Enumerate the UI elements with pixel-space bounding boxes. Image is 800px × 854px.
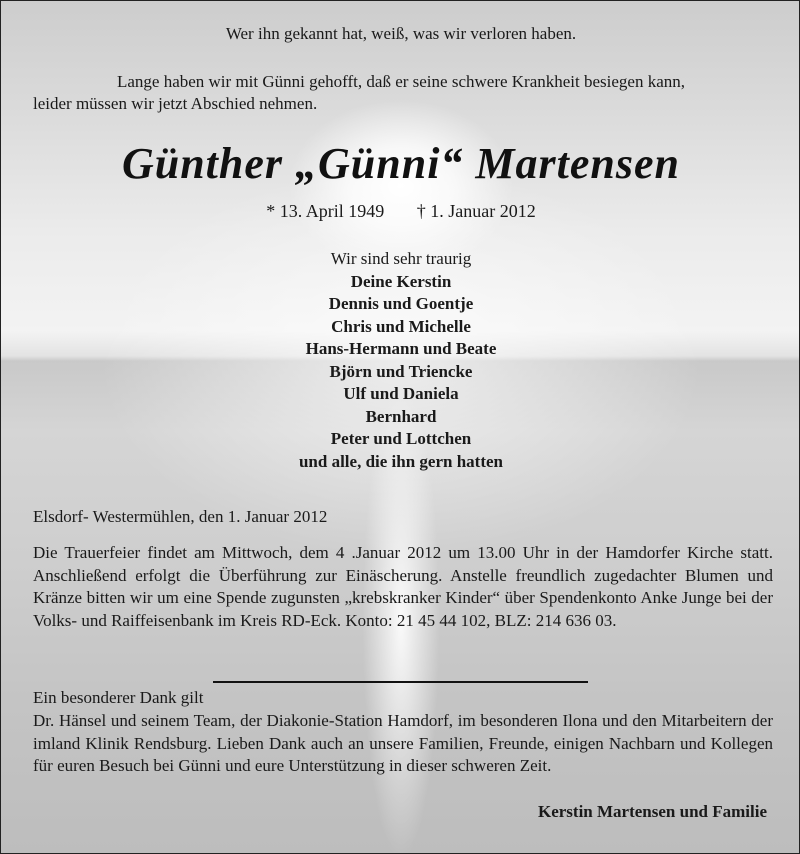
mourner-entry: Hans-Hermann und Beate: [305, 339, 497, 358]
mourner-intro: Wir sind sehr traurig: [330, 249, 472, 268]
mourner-entry: Chris und Michelle: [331, 316, 471, 336]
death-date: † 1. Januar 2012: [416, 201, 536, 221]
deceased-name: Günther „Günni“ Martensen: [121, 139, 681, 188]
mourner-entry: Bernhard: [365, 406, 437, 426]
mourner-list: [1, 248, 800, 473]
mourner-entry: Björn und Triencke: [329, 361, 473, 381]
place-date: Elsdorf- Westermühlen, den 1. Januar 2012: [33, 507, 328, 526]
funeral-notice: Die Trauerfeier findet am Mittwoch, dem 4 .Januar 2012 um 13.00 Uhr in der Hamdorfer Kirche statt. Anschließend erfolgt die Überführung zur Einäscherung. Anstelle freundlich zugedachter Blumen und Kränze bitten wir um eine Spende zugunsten „krebskranker Kinder“ über Spendenkonto Anke Junge bei der Volks- und Raiffeisenbank im Kreis RD-Eck. Konto: 21 45 44 102, BLZ: 214 636 03.: [33, 543, 773, 630]
birth-date: * 13. April 1949: [266, 201, 385, 221]
intro-line-2: leider müssen wir jetzt Abschied nehmen.: [33, 94, 318, 113]
mourner-entry: Ulf und Daniela: [343, 384, 459, 403]
divider-line: [213, 681, 588, 683]
intro-text: [1, 71, 800, 115]
motto: Wer ihn gekannt hat, weiß, was wir verloren haben.: [225, 24, 577, 43]
life-dates: [1, 201, 800, 222]
signature: Kerstin Martensen und Familie: [537, 802, 767, 821]
intro-line-1: Lange haben wir mit Günni gehofft, daß er seine schwere Krankheit besiegen kann,: [116, 72, 686, 91]
mourner-entry: Peter und Lottchen: [330, 429, 472, 448]
mourner-entry: Deine Kerstin: [350, 271, 452, 291]
mourner-entry: Dennis und Goentje: [328, 294, 474, 313]
mourner-entry: und alle, die ihn gern hatten: [298, 451, 504, 471]
thanks-text: Dr. Hänsel und seinem Team, der Diakonie-Station Hamdorf, im besonderen Ilona und den Mitarbeitern der imland Klinik Rendsburg. Lieben Dank auch an unsere Familien, Freunde, einigen Nachbarn und Kollegen für euren Besuch bei Günni und eure Unterstützung in dieser schweren Zeit.: [33, 711, 773, 775]
thanks-heading: Ein besonderer Dank gilt: [33, 688, 204, 707]
